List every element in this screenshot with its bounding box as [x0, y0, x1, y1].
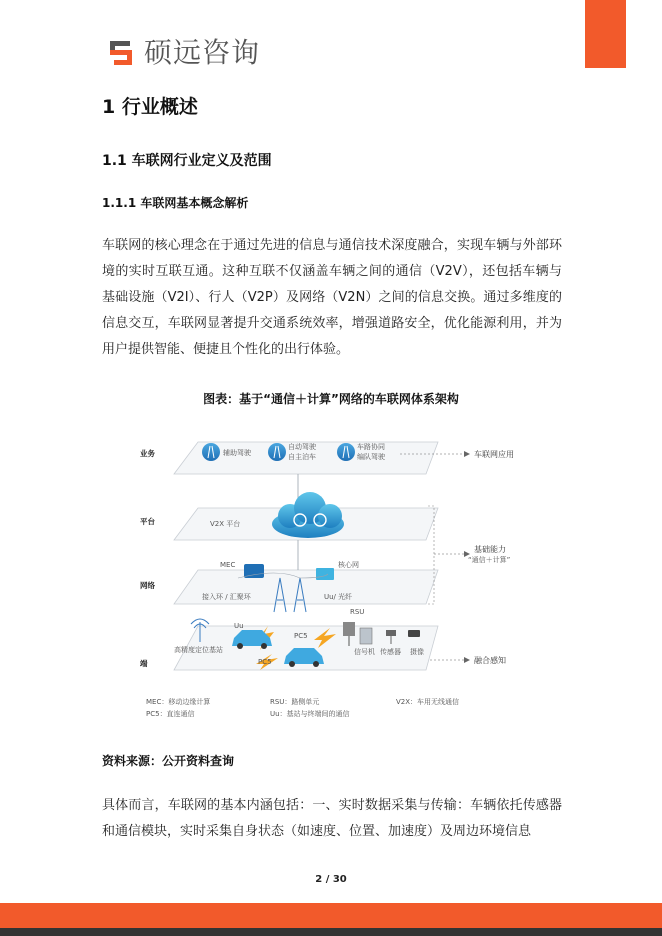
sensor-icon	[386, 630, 396, 636]
core-network-icon	[316, 568, 334, 580]
camera-icon	[408, 630, 420, 637]
footer-accent-bar	[0, 903, 662, 928]
legend-pc5: PC5：直连通信	[146, 710, 195, 718]
service-assist-driving: 辅助驾驶	[223, 449, 251, 457]
app-label: 车联网应用	[474, 450, 514, 459]
pc5-label-lower: PC5	[258, 658, 272, 666]
fusion-label: 融合感知	[474, 656, 506, 665]
sensor-label: 传感器	[380, 648, 401, 656]
service-autonomous-driving: 自动驾驶	[288, 443, 316, 451]
section-heading: 1 行业概述	[102, 96, 198, 118]
architecture-diagram	[138, 428, 524, 723]
pc5-label-upper: PC5	[294, 632, 308, 640]
signal-label: 信号机	[354, 648, 375, 656]
legend-mec: MEC：移动边缘计算	[146, 698, 211, 706]
service-platoon: 编队驾驶	[357, 453, 385, 461]
capability-label: 基础能力	[474, 545, 506, 554]
layer-label-network: 网络	[140, 581, 155, 590]
platform-label: V2X 平台	[210, 520, 241, 528]
access-ring-label: 接入环 / 汇聚环	[202, 593, 251, 601]
cloud-icon	[272, 492, 344, 538]
capability-sublabel: “通信＋计算”	[468, 556, 511, 564]
figure-title: 图表：基于“通信＋计算”网络的车联网体系架构	[203, 392, 459, 406]
road-autonomous-icon	[268, 443, 286, 461]
signal-cabinet-icon	[360, 628, 372, 644]
legend-v2x: V2X：车用无线通信	[396, 698, 460, 706]
road-cooperative-icon	[337, 443, 355, 461]
uu-label: Uu	[234, 622, 244, 630]
mec-label: MEC	[220, 561, 236, 569]
body-paragraph-continued: 具体而言，车联网的基本内涵包括：一、实时数据采集与传输：车辆依托传感器和通信模块，实时采集自身状态（如速度、位置、加速度）及周边环境信息	[102, 798, 562, 839]
uu-fiber-label: Uu/ 光纤	[324, 593, 353, 601]
figure-source: 资料来源：公开资料查询	[102, 754, 235, 768]
corner-accent-tab	[585, 0, 626, 68]
brand-mark-icon	[108, 38, 138, 68]
camera-label: 摄像	[410, 648, 424, 656]
brand-logo	[108, 36, 260, 70]
service-vehicle-road: 车路协同	[357, 443, 385, 451]
legend-uu: Uu：基站与终端间的通信	[270, 710, 350, 718]
rsu-label: RSU	[350, 608, 365, 616]
rsu-icon	[343, 622, 355, 636]
base-station-label: 高精度定位基站	[174, 646, 223, 654]
footer-dark-bar	[0, 928, 662, 936]
layer-label-platform: 平台	[140, 517, 155, 526]
legend-rsu: RSU：路侧单元	[270, 698, 320, 706]
page-number: 2 / 30	[315, 874, 347, 885]
body-paragraph: 车联网的核心理念在于通过先进的信息与通信技术深度融合，实现车辆与外部环境的实时互联互通。这种互联不仅涵盖车辆之间的通信（V2V），还包括车辆与基础设施（V2I）、行人（V2P）及网络（V2N）之间的信息交换。通过多维度的信息交互，车联网显著提升交通系统效率，增强道路安全，优化能源利用，并为用户提供智能、便捷且个性化的出行体验。	[102, 238, 562, 357]
service-self-parking: 自主泊车	[288, 453, 316, 461]
subsection-heading: 1.1 车联网行业定义及范围	[102, 153, 272, 169]
brand-name: 硕远咨询	[144, 36, 261, 69]
core-network-label: 核心网	[338, 561, 359, 569]
road-assist-icon	[202, 443, 220, 461]
subsubsection-heading: 1.1.1 车联网基本概念解析	[102, 196, 249, 210]
layer-label-end: 端	[140, 659, 148, 668]
layer-label-business: 业务	[140, 449, 155, 458]
